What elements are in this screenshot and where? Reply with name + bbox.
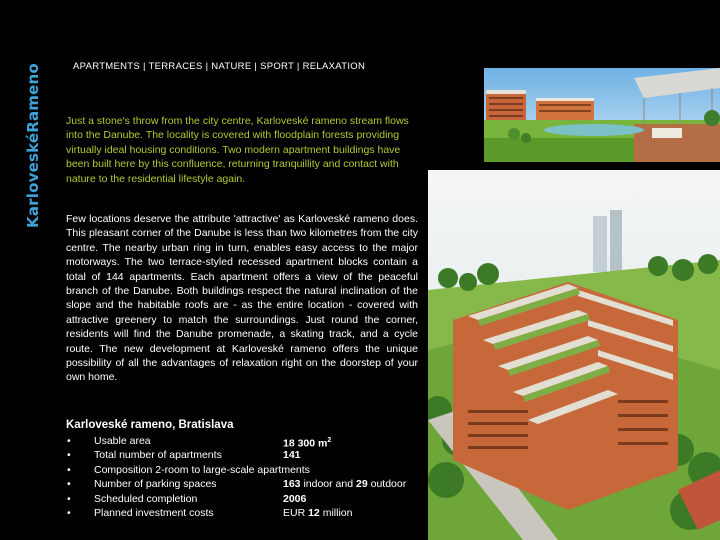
fact-label: Scheduled completion	[94, 492, 198, 505]
fact-label: Planned investment costs	[94, 506, 214, 519]
fact-label: Total number of apartments	[94, 449, 222, 462]
body-paragraph: Few locations deserve the attribute 'attractive' as Karloveské rameno does. This pleasant corner of the Danube is less than two kilometres from the city centre. The nearby urban ring in turn, enables easy access to the major motorways. The two terrace-styled recessed apartment blocks contain a total of 144 apartments. Each apartment offers a view of the peaceful branch of the Danube. Both buildings respect the natural inclination of the slope and the habitable roofs are - as the entire location - covered with attractive greenery to match the surroundings. Just round the corner, residents will find the Danube promenade, a skating track, and a cycle route. The new development at Karloveské rameno offers the unique possibility of all the advantages of relaxation right on the doorstep of your own home.	[66, 213, 418, 384]
facts-heading: Karloveské rameno, Bratislava	[66, 419, 234, 431]
fact-label: Number of parking spaces	[94, 478, 217, 491]
bullet: •	[67, 435, 71, 447]
sidebar-title: KarloveskéRameno	[24, 63, 42, 228]
fact-label: Usable area	[94, 435, 151, 447]
bullet: •	[67, 506, 71, 519]
facts-list	[66, 434, 436, 520]
page-tagline: APARTMENTS | TERRACES | NATURE | SPORT | RELAXATION	[73, 61, 366, 72]
fact-parking	[66, 477, 436, 491]
fact-value: EUR 12 million	[283, 506, 353, 519]
fact-value: 2006	[283, 492, 307, 505]
rendering-terraces-photo	[484, 68, 720, 162]
bullet: •	[67, 463, 71, 476]
intro-paragraph: Just a stone's throw from the city centre, Karloveské rameno stream flows into the Danube. The locality is covered with floodplain forests providing virtually ideal housing conditions. Two modern apartment buildings have been built here by this confluence, returning tranquillity and contact with nature to the residential lifestyle again.	[66, 115, 409, 185]
fact-label: Composition 2-room to large-scale apartments	[94, 463, 310, 476]
fact-usable-area	[66, 434, 436, 448]
fact-investment	[66, 506, 436, 520]
fact-value: 141	[283, 449, 301, 462]
bullet: •	[67, 478, 71, 491]
bullet: •	[67, 492, 71, 505]
fact-completion	[66, 492, 436, 506]
fact-composition	[66, 463, 436, 477]
fact-value: 163 indoor and 29 outdoor	[283, 478, 407, 491]
bullet: •	[67, 449, 71, 462]
rendering-building-photo	[428, 170, 720, 540]
fact-value: 18 300 $m^2$	[283, 437, 332, 450]
fact-apartments	[66, 448, 436, 462]
